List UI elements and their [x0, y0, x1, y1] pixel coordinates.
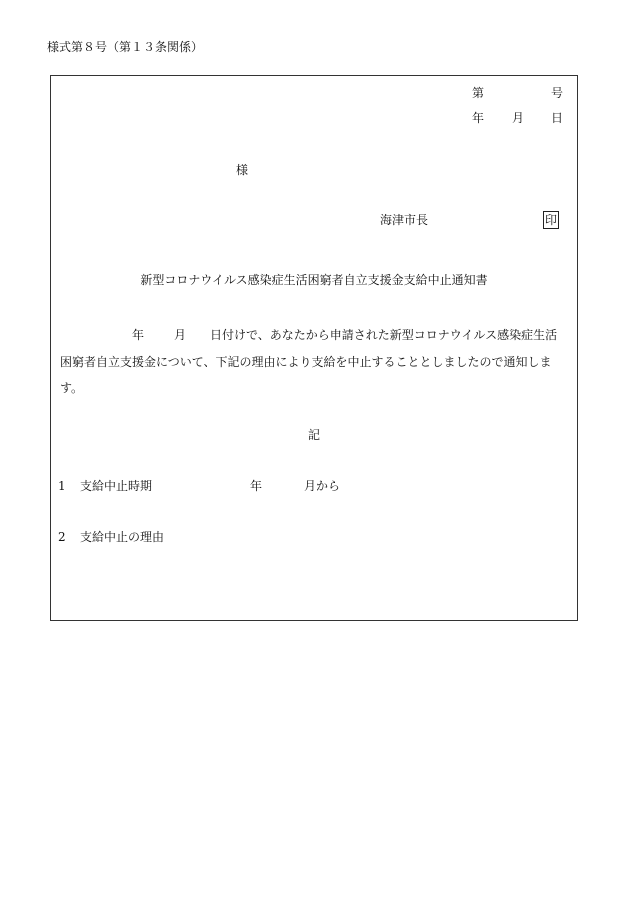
body-month: 月	[174, 328, 187, 342]
date-month: 月	[512, 111, 525, 125]
item-1-year: 年	[250, 479, 263, 493]
item-1-number: 1	[58, 479, 66, 493]
item-1-label: 支給中止時期	[80, 479, 153, 493]
date-year: 年	[472, 111, 485, 125]
date-day: 日	[551, 111, 564, 125]
document-title: 新型コロナウイルス感染症生活困窮者自立支援金支給中止通知書	[140, 273, 488, 287]
doc-number-go: 号	[551, 86, 564, 100]
form-number-label: 様式第８号（第１３条関係）	[47, 40, 204, 54]
item-2-label: 支給中止の理由	[80, 530, 165, 544]
body-text: 日付けで、あなたから申請された新型コロナウイルス感染症生活困窮者自立支援金について、下記の理由により支給を中止することとしましたので通知します。	[60, 328, 558, 395]
item-1-month-from: 月から	[304, 479, 341, 493]
issuer-name: 海津市長	[380, 213, 429, 227]
item-2-number: 2	[58, 530, 66, 544]
ki-heading: 記	[307, 428, 320, 442]
seal-mark: 印	[545, 213, 558, 227]
body-year: 年	[132, 328, 145, 342]
addressee-honorific: 様	[236, 163, 249, 177]
doc-number-dai: 第	[472, 86, 485, 100]
notice-body	[60, 322, 568, 402]
